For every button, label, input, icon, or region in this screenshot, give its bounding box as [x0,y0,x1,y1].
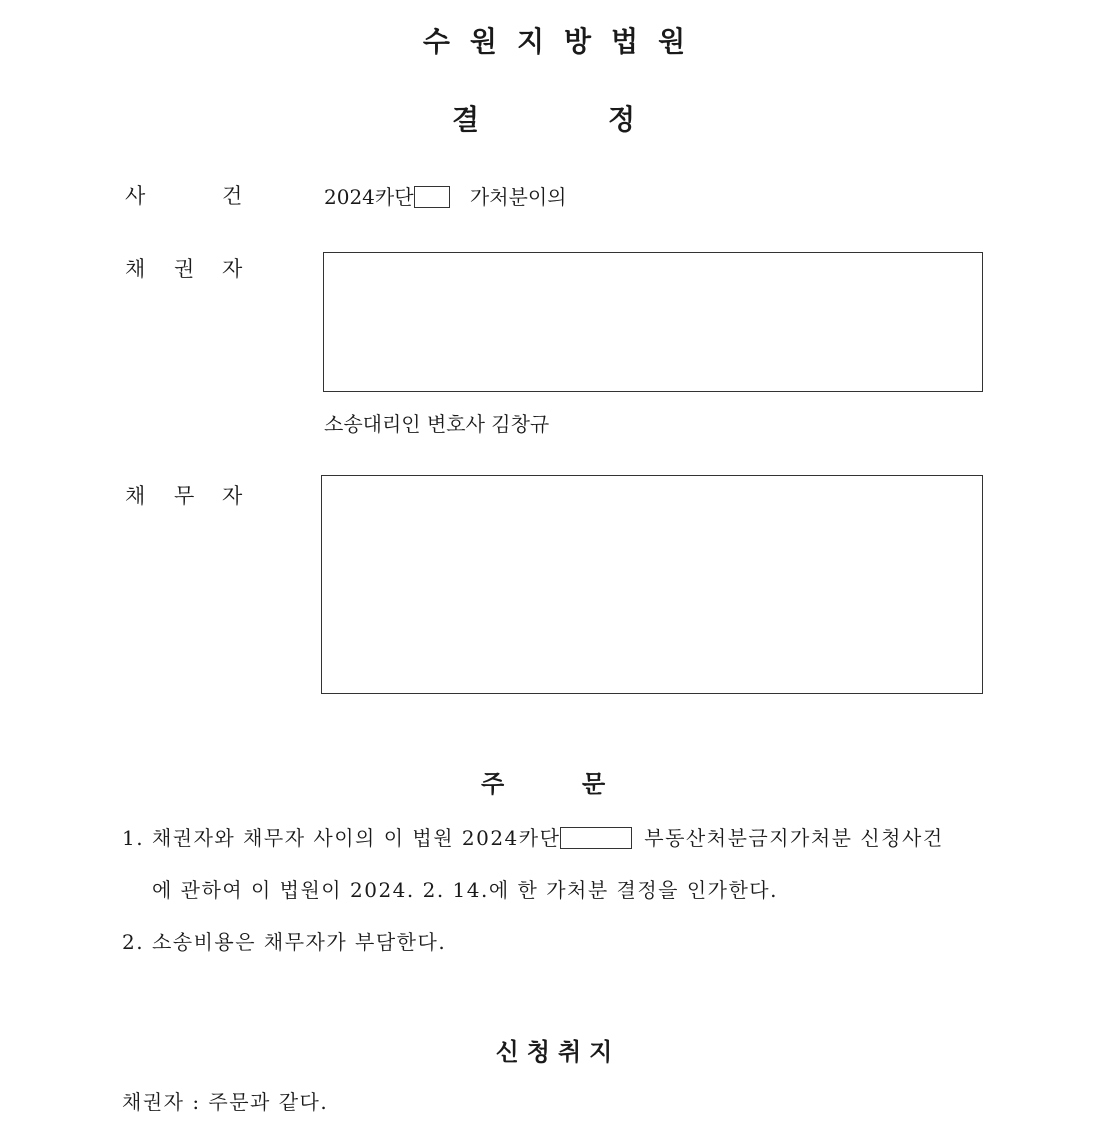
creditor-attorney: 소송대리인 변호사 김창규 [324,412,550,436]
application-heading: 신청취지 [495,1038,621,1066]
creditor-label-char-2: 권 [174,257,195,281]
creditor-label-char-3: 자 [222,257,243,281]
creditor-label-char-1: 채 [125,257,146,281]
court-name: 수원지방법원 [422,25,706,58]
case-label-char-2: 건 [222,184,243,208]
order-item-1-line-2: 에 관하여 이 법원이 2024. 2. 14.에 한 가처분 결정을 인가한다. [152,878,778,902]
case-number-redaction [414,186,450,208]
document-type-right: 정 [608,103,636,136]
order-item-1-line-1 [122,822,944,851]
debtor-label-char-2: 무 [174,484,195,508]
order-item-1-after: 부동산처분금지가처분 신청사건 [644,826,944,850]
document-type-left: 결 [452,103,480,136]
order-heading-right: 문 [582,770,606,798]
case-number-prefix: 2024카단 [324,185,414,209]
case-name: 가처분이의 [469,185,567,209]
application-text: 채권자 : 주문과 같다. [122,1090,329,1114]
order-case-number-redaction [560,827,632,849]
order-item-2: 2. 소송비용은 채무자가 부담한다. [122,930,447,954]
debtor-label-char-1: 채 [125,484,146,508]
case-number [324,181,567,210]
debtor-label-char-3: 자 [222,484,243,508]
order-heading-left: 주 [481,770,505,798]
case-label-char-1: 사 [125,184,146,208]
creditor-redaction-box [323,252,983,392]
debtor-redaction-box [321,475,983,694]
order-item-1-before: 1. 채권자와 채무자 사이의 이 법원 2024카단 [122,826,561,850]
